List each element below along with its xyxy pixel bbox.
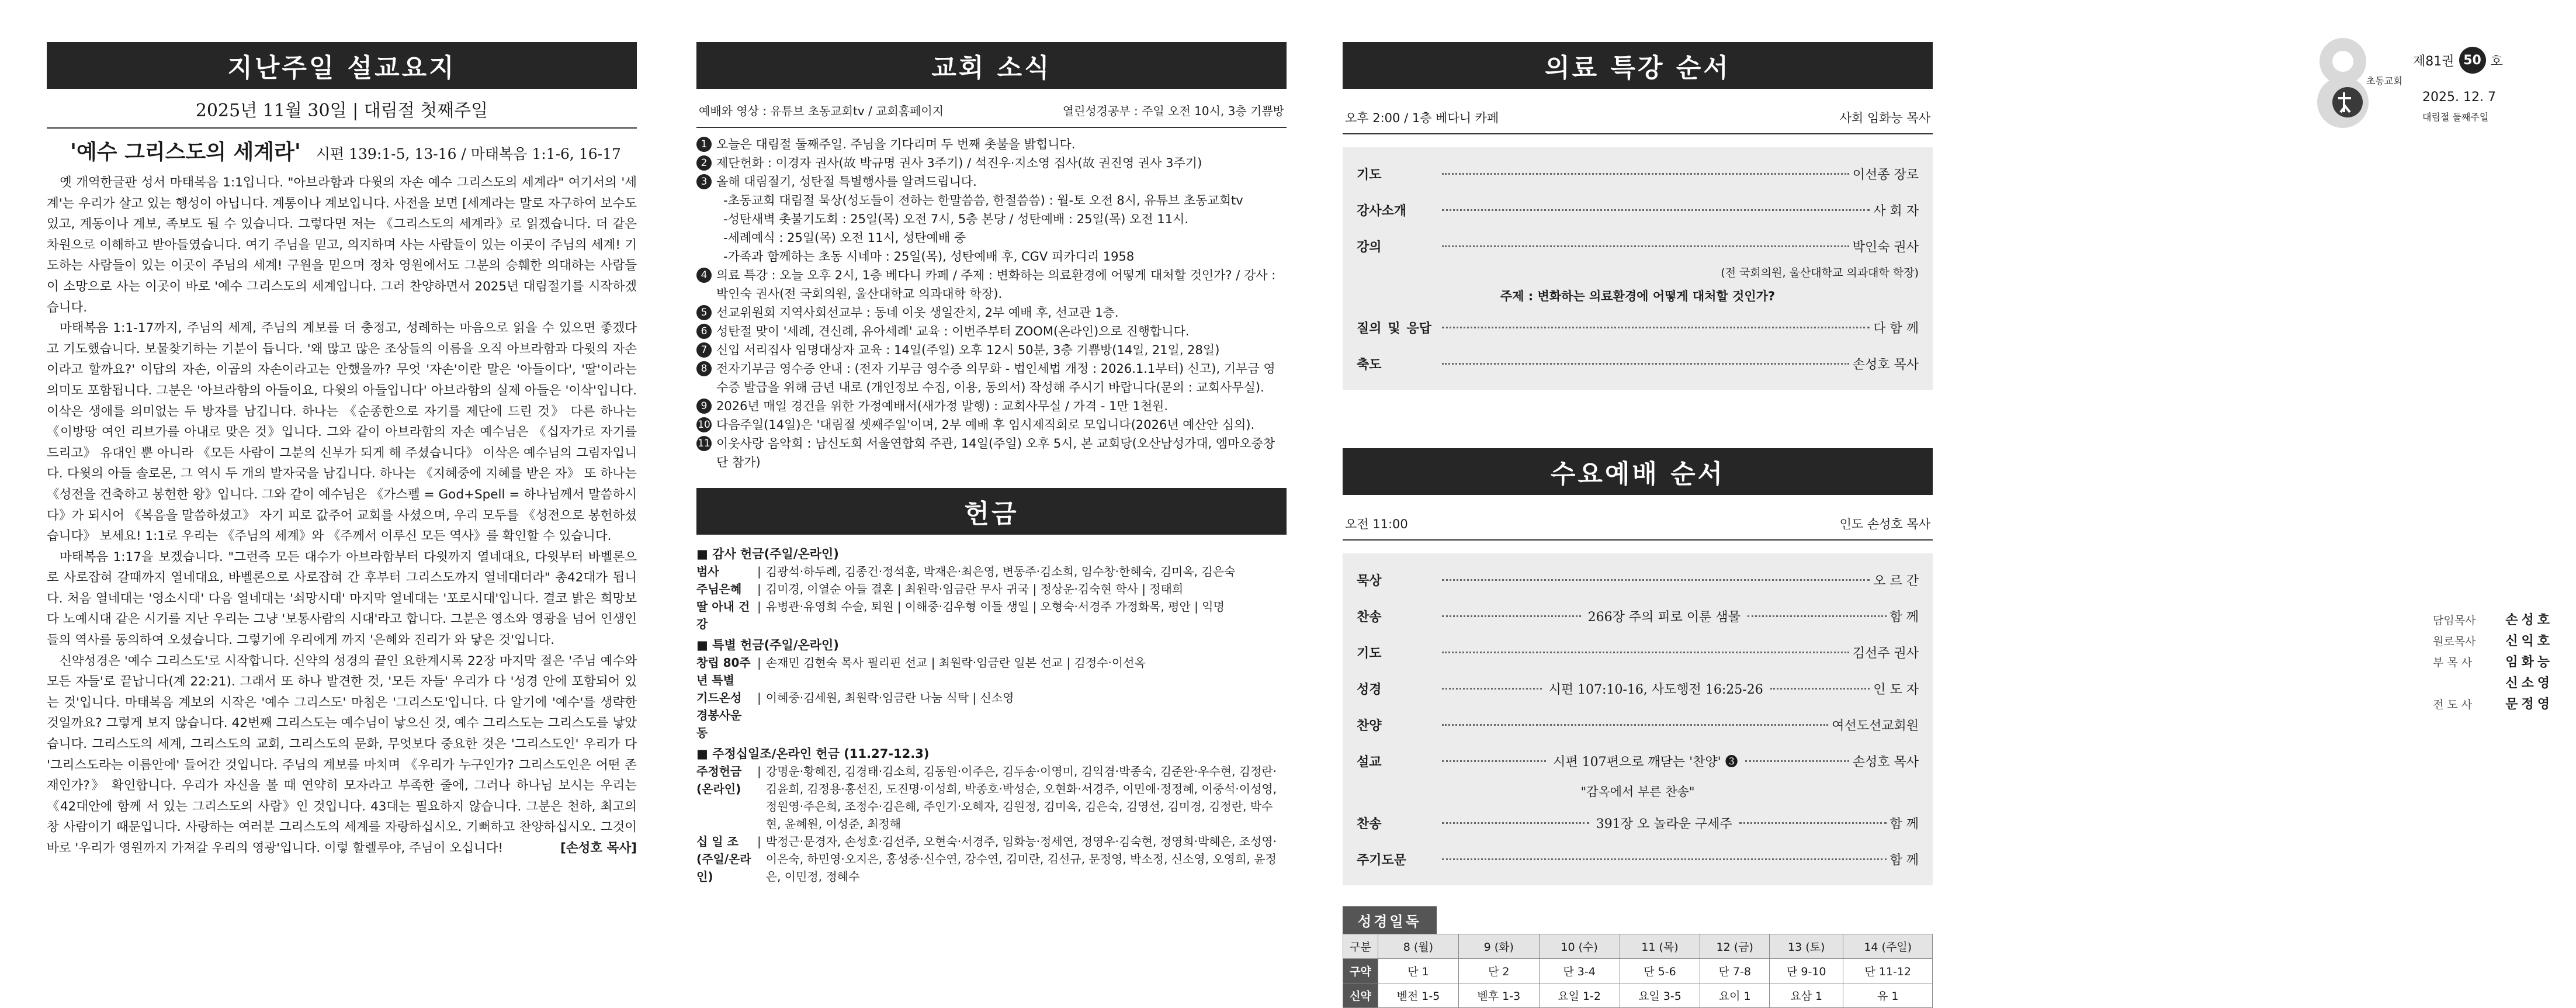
calendar-row-head: 구약 xyxy=(1343,959,1378,983)
news-item-text: 다음주일(14일)은 '대림절 셋째주일'이며, 2부 예배 후 임시제직회로 모입니다(2026년 예산안 심의). xyxy=(716,418,1255,432)
news-item xyxy=(696,322,1287,341)
order-item-person: 여선도선교회원 xyxy=(1832,718,1919,733)
offering-label: 딸 아내 건강 xyxy=(696,600,750,631)
offering-label: 기드온성경봉사운동 xyxy=(696,691,742,740)
news-item xyxy=(696,228,1287,247)
news-item-number: 11 xyxy=(696,436,712,451)
staff-name: 신익호 xyxy=(2505,634,2553,649)
order-item-label: 성경 xyxy=(1357,682,1382,697)
calendar-cell: 벧전 1-5 xyxy=(1378,983,1459,1008)
offering-row xyxy=(696,580,1287,598)
order-row xyxy=(1357,309,1919,345)
news-item-text: 2026년 매일 경건을 위한 가정예배서(새가정 발행) : 교회사무실 / 가격 - 1만 1천원. xyxy=(716,399,1169,413)
news-item xyxy=(696,210,1287,228)
news-item-number: 6 xyxy=(696,324,712,339)
lecture-mc: 사회 임화능 목사 xyxy=(1839,111,1930,125)
news-item xyxy=(696,434,1287,472)
order-item-person: 인 도 자 xyxy=(1873,682,1919,697)
offering-names: 유병관·유영희 수술, 퇴원 | 이해중·김우형 이들 생일 | 오형숙·서경주 가정화목, 평안 | 익명 xyxy=(765,600,1225,614)
calendar-header-cell: 14 (주일) xyxy=(1843,934,1933,959)
calendar-cell: 단 5-6 xyxy=(1620,959,1700,983)
order-item-person: 손성호 목사 xyxy=(1852,754,1919,770)
offering-names: 강명운·황혜진, 김경태·김소희, 김동원·이주은, 김두송·이영미, 김익겸·박종숙, 김준완·우수현, 김정란·김윤희, 김정용·홍선진, 도진명·이성희, 박종호·박성순, 오현화·서경주, 이민애·정정혜, 이중석·이성영, 정원영·주은희, 조정수·김은해, 주인기·오혜자, 김원정, 김미옥, 김은숙, 김영선, 김미경, 김정란, 박수현, 윤혜원, 이성준, 최정해 xyxy=(765,764,1277,831)
order-item-content: 391장 오 놀라운 구세주 xyxy=(1596,816,1732,832)
offering-row xyxy=(696,763,1287,833)
offering-separator: | xyxy=(757,764,761,778)
order-item-label: 기도 xyxy=(1357,167,1382,182)
bible-reading-table xyxy=(1343,934,1933,1008)
order-leader-dots xyxy=(1442,688,1542,690)
news-list xyxy=(696,128,1287,472)
issue-suffix: 호 xyxy=(2490,54,2503,69)
calendar-cell: 요일 3-5 xyxy=(1620,983,1700,1008)
sermon-paragraph: 옛 개역한글판 성서 마태복음 1:1입니다. "아브라함과 다윗의 자손 예수 그리스도의 세계라" 여기서의 '세계'는 우리가 살고 있는 행성이 아닙니다. 계통이나 계보입니다. 사전을 보면 [세계라는 말로 자구하여 보수도 있고, 계동이나 계보, 족보도 될 수 있습니다. 그렇다면 저는 《그리스도의 세계라》로 읽겠습니다. 더 같은 차원으로 이해하고 받아들였습니다. 여기 주님을 믿고, 의지하며 사는 사람들이 있는 이곳이 주님의 세계! 기도하는 사람들이 있는 이곳이 주님의 세계! 구원을 믿으며 정차 영원에서도 그분의 승훼한 의대하는 사람들이 소망으로 사는 이곳이 바로 '예수 그리스도의 세계입니다. 그러 찬양하면서 2025년 대림절기를 시작하겠습니다. xyxy=(47,175,637,315)
offering-row xyxy=(696,833,1287,885)
order-leader-dots xyxy=(1442,724,1828,726)
sermon-signature: [손성호 목사] xyxy=(560,841,637,855)
offering-banner: 헌금 xyxy=(696,488,1287,535)
sermon-paragraph: 마태복음 1:1-17까지, 주님의 세계, 주님의 계보를 더 충정고, 성례하는 마음으로 읽을 수 있으면 좋겠다고 기도했습니다. 보물찾기하는 기분이 듭니다. '왜 많고 많은 조상들의 이름을 오직 아브라함과 다윗의 자손이라고 할까요?' 이답의 자손, 이곱의 자손이라고는 안했을까? 무엇 '자손'이란 말은 '아들이다', '딸'이라는 의미도 포함됩니다. 그분은 '아브라함의 아들이요, 다윗의 아들입니다' 아브라함의 실제 아들은 '이삭'입니다. 이삭은 생애를 의미없는 두 방자를 남깁니다. 하나는 《순종한으로 자기를 제단에 드린 것》 다른 하나는 《이방땅 여인 리브가를 아내로 맞은 것》입니다. 그와 같이 아브라함의 자손 예수님은 《십자가로 자기를 드리고》 유대인 뿐 아니라 《모든 사람이 그분의 신부가 되게 해 주셨습니다》 이삭은 예수님의 그림자입니다. 다윗의 아들 솔로몬, 그 역시 두 개의 발자국을 남깁니다. 하나는 《지혜중에 지혜를 받은 자》 또 하나는 《성전을 건축하고 봉헌한 왕》입니다. 그와 같이 예수님은 《가스펠 = God+Spell = 하나님께서 말씀하시다》가 되시어 《복음을 말씀하셨고》 자기 피로 값주어 교회를 사셨으며, 우리 모두를 《성전으로 봉헌하셨습니다》 보세요! 1:1로 우리는 《주님의 세계》와 《주께서 이루신 모든 역사》를 확인할 수 있습니다. xyxy=(47,321,637,544)
order-item-label: 주기도문 xyxy=(1357,853,1407,868)
sermon-title-line xyxy=(47,129,637,172)
order-leader-dots xyxy=(1442,822,1589,824)
lecture-rows xyxy=(1357,155,1919,264)
wednesday-subhead xyxy=(1343,495,1933,541)
order-leader-dots xyxy=(1442,858,1887,860)
news-item-number: 8 xyxy=(696,361,712,376)
offering-list xyxy=(696,535,1287,885)
lecture-subhead xyxy=(1343,89,1933,134)
wednesday-order-box xyxy=(1343,553,1933,885)
offering-label: 십 일 조 (주일/온라인) xyxy=(696,834,751,884)
wednesday-rows xyxy=(1357,562,1919,779)
offering-names: 김광석·하두례, 김종건·정석훈, 박재은·최은영, 변동주·김소희, 임수창·한혜숙, 김미옥, 김은숙 xyxy=(765,564,1236,579)
lecture-banner: 의료 특강 순서 xyxy=(1343,42,1933,89)
church-news-column xyxy=(696,42,1287,885)
news-item-number: 10 xyxy=(696,417,712,432)
news-item xyxy=(696,359,1287,397)
order-row xyxy=(1357,706,1919,743)
order-leader-dots xyxy=(1442,245,1849,247)
sermon-summary-column xyxy=(47,42,637,859)
sermon-body xyxy=(47,172,637,859)
staff-name: 신소영 xyxy=(2505,676,2553,691)
liturgical-sunday: 대림절 둘째주일 xyxy=(2422,112,2489,123)
news-item-text: 오늘은 대림절 둘째주일. 주님을 기다리며 두 번째 촛불을 밝힙니다. xyxy=(716,137,1076,151)
order-item-person: 손성호 목사 xyxy=(1852,357,1919,372)
news-item-text: 전자기부금 영수증 안내 : (전자 기부금 영수증 의무화 - 법인세법 개정 : 2026.1.1부터) 신고), 기부금 영수증 발급을 위해 금년 내로 (개인정보 수집, 이용, 동의서) 작성해 주시기 바랍니다(문의 : 교회사무실). xyxy=(716,362,1275,394)
wednesday-banner: 수요예배 순서 xyxy=(1343,448,1933,495)
calendar-cell: 단 9-10 xyxy=(1770,959,1843,983)
order-item-person: 오 르 간 xyxy=(1873,573,1919,588)
calendar-cell: 요이 1 xyxy=(1700,983,1770,1008)
news-item xyxy=(696,247,1287,266)
staff-row xyxy=(2308,610,2553,631)
order-leader-dots xyxy=(1442,579,1870,581)
news-item xyxy=(696,172,1287,191)
offering-separator: | xyxy=(757,564,761,579)
offering-label: 주님은혜 xyxy=(696,582,742,596)
order-item-person: 박인숙 권사 xyxy=(1852,240,1919,255)
order-item-label: 강의 xyxy=(1357,240,1382,255)
order-leader-dots xyxy=(1745,760,1849,762)
offering-separator: | xyxy=(757,691,761,705)
calendar-cell: 단 3-4 xyxy=(1539,959,1620,983)
offering-label: 주정헌금 (온라인) xyxy=(696,764,742,796)
order-leader-dots xyxy=(1442,652,1849,653)
sermon-paragraph-text: 신약성경은 '예수 그리스도'로 시작합니다. 신약의 성경의 끝인 요한계시록 22장 마지막 절은 '주님 예수와 모든 자들'로 끝납니다(계 22:21). 그래서 또 하나 발견한 것, '모든 자들' 우리가 다 '성경 안에 포함되어 있는 것'입니다. 마태복음 계보의 시작은 '예수 그리스도' 마침은 '그리스도'입니다. 다 알기에 '예수'를 생략한 것일까요? 그렇게 보지 않습니다. 42번째 그리스도는 예수님이 낳으신 것, 예수 그리스도는 그리스도를 낳았습니다. 그리스도의 세계, 그리스도의 교회, 그리스도의 문화, 무엇보다 중요한 것은 '그리스도인' 우리가 다 '그리스도라는 이름안에' 들어간 것입니다. 주님의 계보를 마치며 《우리가 누구인가? 그리스도인은 어떤 존재인가?》 확인합니다. 우리가 자신을 볼 때 연약히 모자라고 부족한 줄에, 그러나 하나님 보시는 우리는 《42대안에 함께 서 있는 그리스도의 사람》인 것입니다. 43대는 필요하지 않습니다. 그분은 천하, 최고의 창 사람이기 때문입니다. 사랑하는 여러분 그리스도의 세계를 자랑하십시오. 기뻐하고 찬양하십시오. 그것이 바로 '우리가 영원까지 가져갈 우리의 영광'입니다. 이렇 할렐루야, 주님이 오십니다! xyxy=(47,653,637,855)
news-item xyxy=(696,397,1287,415)
staff-row xyxy=(2308,631,2553,652)
lecture-rows-2 xyxy=(1357,309,1919,382)
staff-row xyxy=(2308,694,2553,715)
news-item-text: -초동교회 대림절 묵상(성도들이 전하는 한말씀씀, 한절씀씀) : 월-토 오전 8시, 유튜브 초동교회tv xyxy=(723,193,1243,207)
order-item-label: 찬양 xyxy=(1357,718,1382,733)
offering-separator: | xyxy=(757,600,761,614)
calendar-header-cell: 13 (토) xyxy=(1770,934,1843,959)
news-item xyxy=(696,303,1287,322)
calendar-row-head: 신약 xyxy=(1343,983,1378,1008)
offering-names: 박정근·문경자, 손성호·김선주, 오현숙·서경주, 임화능·정세연, 정영우·김숙현, 정영희·박혜은, 조성영·이은숙, 하민영·오지은, 홍성중·신수연, 강수연, 김미란, 김선규, 문정영, 박소정, 신소영, 오영희, 윤정은, 이민정, 정혜수 xyxy=(765,834,1277,884)
news-item xyxy=(696,341,1287,359)
order-row xyxy=(1357,562,1919,598)
calendar-row xyxy=(1343,983,1933,1008)
offering-row xyxy=(696,563,1287,580)
sermon-date: 2025년 11월 30일 | 대림절 첫째주일 xyxy=(47,89,637,129)
calendar-header-cell: 11 (목) xyxy=(1620,934,1700,959)
order-item-label: 찬송 xyxy=(1357,816,1382,832)
wednesday-time: 오전 11:00 xyxy=(1345,517,1408,531)
news-item xyxy=(696,266,1287,303)
offering-label: 범사 xyxy=(696,564,719,579)
calendar-cell: 단 7-8 xyxy=(1700,959,1770,983)
sermon-title: '예수 그리스도의 세계라' xyxy=(70,140,301,164)
publication-date: 2025. 12. 7 xyxy=(2422,90,2496,105)
order-item-label: 기도 xyxy=(1357,646,1382,661)
calendar-header-row xyxy=(1343,934,1933,959)
news-item-text: -가족과 함께하는 초동 시네마 : 25일(목), 성탄예배 후, CGV 피카디리 1958 xyxy=(723,250,1135,264)
sermon-paragraph xyxy=(47,651,637,859)
calendar-body xyxy=(1343,959,1933,1008)
offering-row xyxy=(696,598,1287,633)
orders-column xyxy=(1343,42,1933,1008)
calendar-cell: 단 1 xyxy=(1378,959,1459,983)
news-item-text: -세례예식 : 25일(목) 오전 11시, 성탄예배 중 xyxy=(723,231,966,245)
news-item-text: 선교위원회 지역사회선교부 : 동네 이웃 생일잔치, 2부 예배 후, 선교관 1층. xyxy=(716,306,1119,320)
calendar-header-cell: 구분 xyxy=(1343,934,1378,959)
order-leader-dots xyxy=(1442,615,1581,617)
news-item-number: 3 xyxy=(696,174,712,189)
issue-line xyxy=(2413,47,2503,74)
wednesday-leader: 인도 손성호 목사 xyxy=(1839,517,1930,531)
staff-list xyxy=(2308,610,2553,715)
news-item-number: 1 xyxy=(696,137,712,152)
lecture-time-place: 오후 2:00 / 1층 베다니 카페 xyxy=(1345,111,1499,125)
news-info-line xyxy=(696,89,1287,128)
bible-study-info: 열린성경공부 : 주일 오전 10시, 3층 기쁨방 xyxy=(1062,104,1284,118)
news-item-text: -성탄새벽 촛불기도회 : 25일(목) 오전 7시, 5층 본당 / 성탄예배 : 25일(목) 오전 11시. xyxy=(723,212,1189,226)
offering-section-head: ■ 주정십일조/온라인 헌금 (11.27-12.3) xyxy=(696,747,930,761)
order-item-person: 사 회 자 xyxy=(1873,203,1919,219)
order-row xyxy=(1357,743,1919,779)
offering-section-head: ■ 감사 헌금(주일/온라인) xyxy=(696,547,839,561)
sermon-verses: 시편 139:1-5, 13-16 / 마태복음 1:1-6, 16-17 xyxy=(316,146,621,162)
calendar-header-cell: 8 (월) xyxy=(1378,934,1459,959)
news-item-text: 신입 서리집사 임명대상자 교육 : 14일(주일) 오후 12시 50분, 3층 기쁨방(14일, 21일, 28일) xyxy=(716,343,1220,357)
sermon-banner: 지난주일 설교요지 xyxy=(47,42,637,89)
lecture-order-box xyxy=(1343,147,1933,390)
staff-name: 문정영 xyxy=(2505,697,2553,712)
order-item-person: 함 께 xyxy=(1889,609,1919,625)
order-item-label: 묵상 xyxy=(1357,573,1382,588)
order-item-content: 266장 주의 피로 이룬 샘물 xyxy=(1587,609,1741,625)
order-row xyxy=(1357,155,1919,192)
order-item-label: 축도 xyxy=(1357,357,1382,372)
staff-row xyxy=(2308,652,2553,673)
order-item-person: 이선종 장로 xyxy=(1852,167,1919,182)
lecturer-note: (전 국회의원, 울산대학교 의과대학 학장) xyxy=(1721,266,1919,279)
staff-name: 임화능 xyxy=(2505,655,2553,670)
order-leader-dots xyxy=(1442,363,1849,365)
news-item-number: 7 xyxy=(696,342,712,358)
staff-role: 부 목 사 xyxy=(2433,656,2473,669)
order-item-label: 찬송 xyxy=(1357,609,1382,625)
news-item-number: 4 xyxy=(696,268,712,283)
news-item-text: 이웃사랑 음악회 : 남신도회 서울연합회 주관, 14일(주일) 오후 5시, 본 교회당(오산남성가대, 엠마오중창단 참가) xyxy=(716,437,1275,469)
order-item-label: 설교 xyxy=(1357,754,1382,770)
offering-separator: | xyxy=(757,582,761,596)
news-item-text: 올해 대림절기, 성탄절 특별행사를 알려드립니다. xyxy=(716,175,977,189)
calendar-header-cell: 12 (금) xyxy=(1700,934,1770,959)
church-name: 초동교회 xyxy=(2366,75,2402,86)
calendar-header-cell: 10 (수) xyxy=(1539,934,1620,959)
order-item-person: 김선주 권사 xyxy=(1852,646,1919,661)
offering-separator: | xyxy=(757,834,761,848)
volume: 제81권 xyxy=(2413,54,2454,69)
staff-role: 원로목사 xyxy=(2433,635,2476,648)
order-leader-dots xyxy=(1442,173,1849,175)
staff-role xyxy=(2433,673,2489,694)
order-leader-dots xyxy=(1442,209,1870,211)
calendar-row xyxy=(1343,959,1933,983)
staff-row xyxy=(2308,673,2553,694)
worship-video-info: 예배와 영상 : 유튜브 초동교회tv / 교회홈페이지 xyxy=(699,104,944,118)
calendar-cell: 벧후 1-3 xyxy=(1458,983,1539,1008)
order-row xyxy=(1357,805,1919,841)
order-item-person: 함 께 xyxy=(1889,853,1919,868)
calendar-cell: 요일 1-2 xyxy=(1539,983,1620,1008)
news-item xyxy=(696,415,1287,434)
offering-section-head: ■ 특별 헌금(주일/온라인) xyxy=(696,638,839,652)
order-item-label: 질의 및 응답 xyxy=(1357,321,1431,336)
calendar-header-cell: 9 (화) xyxy=(1458,934,1539,959)
news-item xyxy=(696,154,1287,172)
order-row xyxy=(1357,598,1919,634)
news-item-text: 의료 특강 : 오늘 오후 2시, 1층 베다니 카페 / 주제 : 변화하는 의료환경에 어떻게 대처할 것인가? / 강사 : 박인숙 권사(전 국회의원, 울산대학교 의과대학 학장). xyxy=(716,268,1276,301)
offering-label: 창립 80주년 특별 xyxy=(696,656,751,687)
calendar-cell: 요삼 1 xyxy=(1770,983,1843,1008)
order-row xyxy=(1357,345,1919,382)
news-banner: 교회 소식 xyxy=(696,42,1287,89)
sermon-paragraph: 마태복음 1:17을 보겠습니다. "그런즉 모든 대수가 아브라함부터 다윗까지 열네대요, 다윗부터 바벨론으로 사로잡혀 갈때까지 열네대요, 바벨론으로 사로잡혀 간 후부터 그리스도까지 열네대더라" 총42대가 됩니다. 처음 열네대는 '영소시대' 다음 열네대는 '쇠망시대' 마지막 열네대는 '포로시대'입니다. 결코 밝은 희망보다 노예시대 같은 시기를 지난 우리는 그냥 '보통사람의 시대'라고 합니다. 그분은 영소와 영광을 넘어 인생인들의 역사를 동의하여 오셨습니다. 그렇기에 우리에게 까지 '은혜와 진리가 와 닿은 것'입니다. xyxy=(47,549,637,648)
offering-row xyxy=(696,689,1287,742)
staff-name: 손성호 xyxy=(2505,613,2553,628)
order-item-person: 다 함 께 xyxy=(1873,321,1919,336)
offering-names: 이혜중·김세원, 최원락·임금란 나눔 식탁 | 신소영 xyxy=(765,691,1014,705)
staff-role: 전 도 사 xyxy=(2433,698,2473,711)
offering-separator: | xyxy=(757,656,761,670)
calendar-cell: 단 2 xyxy=(1458,959,1539,983)
wednesday-rows-2 xyxy=(1357,805,1919,877)
order-leader-dots xyxy=(1442,760,1546,762)
order-item-content: 시편 107:10-16, 사도행전 16:25-26 xyxy=(1548,682,1763,697)
offering-row xyxy=(696,654,1287,689)
news-item xyxy=(696,191,1287,210)
order-row xyxy=(1357,841,1919,877)
offering-names: 김미경, 이열순 아들 결혼 | 최원락·임금란 무사 귀국 | 정상운·김숙현 학사 | 정태희 xyxy=(765,582,1184,596)
lecture-theme: 주제 : 변화하는 의료환경에 어떻게 대처할 것인가? xyxy=(1500,289,1776,303)
order-leader-dots xyxy=(1739,822,1887,824)
order-row xyxy=(1357,228,1919,264)
order-row xyxy=(1357,192,1919,228)
order-row xyxy=(1357,670,1919,706)
order-row xyxy=(1357,634,1919,670)
offering-names: 손재민 김현숙 목사 필리핀 선교 | 최원락·임금란 일본 선교 | 김정수·이선옥 xyxy=(765,656,1146,670)
order-item-person: 함 께 xyxy=(1889,816,1919,832)
wednesday-sermon-subtitle: "감옥에서 부른 찬송" xyxy=(1580,785,1695,799)
order-item-label: 강사소개 xyxy=(1357,203,1407,219)
bible-reading-title: 성경일독 xyxy=(1343,906,1437,934)
order-leader-dots xyxy=(1770,688,1870,690)
order-leader-dots xyxy=(1442,327,1870,328)
calendar-cell: 단 11-12 xyxy=(1843,959,1933,983)
news-item-text: 제단헌화 : 이경자 권사(故 박규명 권사 3주기) / 석진우·지소영 집사(故 권진영 권사 3주기) xyxy=(716,156,1202,170)
news-item xyxy=(696,135,1287,154)
news-item-number: 9 xyxy=(696,399,712,414)
calendar-cell: 유 1 xyxy=(1843,983,1933,1008)
order-item-content: 시편 107편으로 깨닫는 '찬양' ❸ xyxy=(1553,754,1738,770)
news-item-number: 5 xyxy=(696,305,712,320)
order-leader-dots xyxy=(1748,615,1887,617)
issue-number: 50 xyxy=(2459,47,2486,74)
staff-role: 담임목사 xyxy=(2433,614,2476,627)
news-item-text: 성탄절 맞이 '세례, 견신례, 유아세례' 교육 : 이번주부터 ZOOM(온라인)으로 진행합니다. xyxy=(716,324,1190,338)
news-item-number: 2 xyxy=(696,155,712,171)
